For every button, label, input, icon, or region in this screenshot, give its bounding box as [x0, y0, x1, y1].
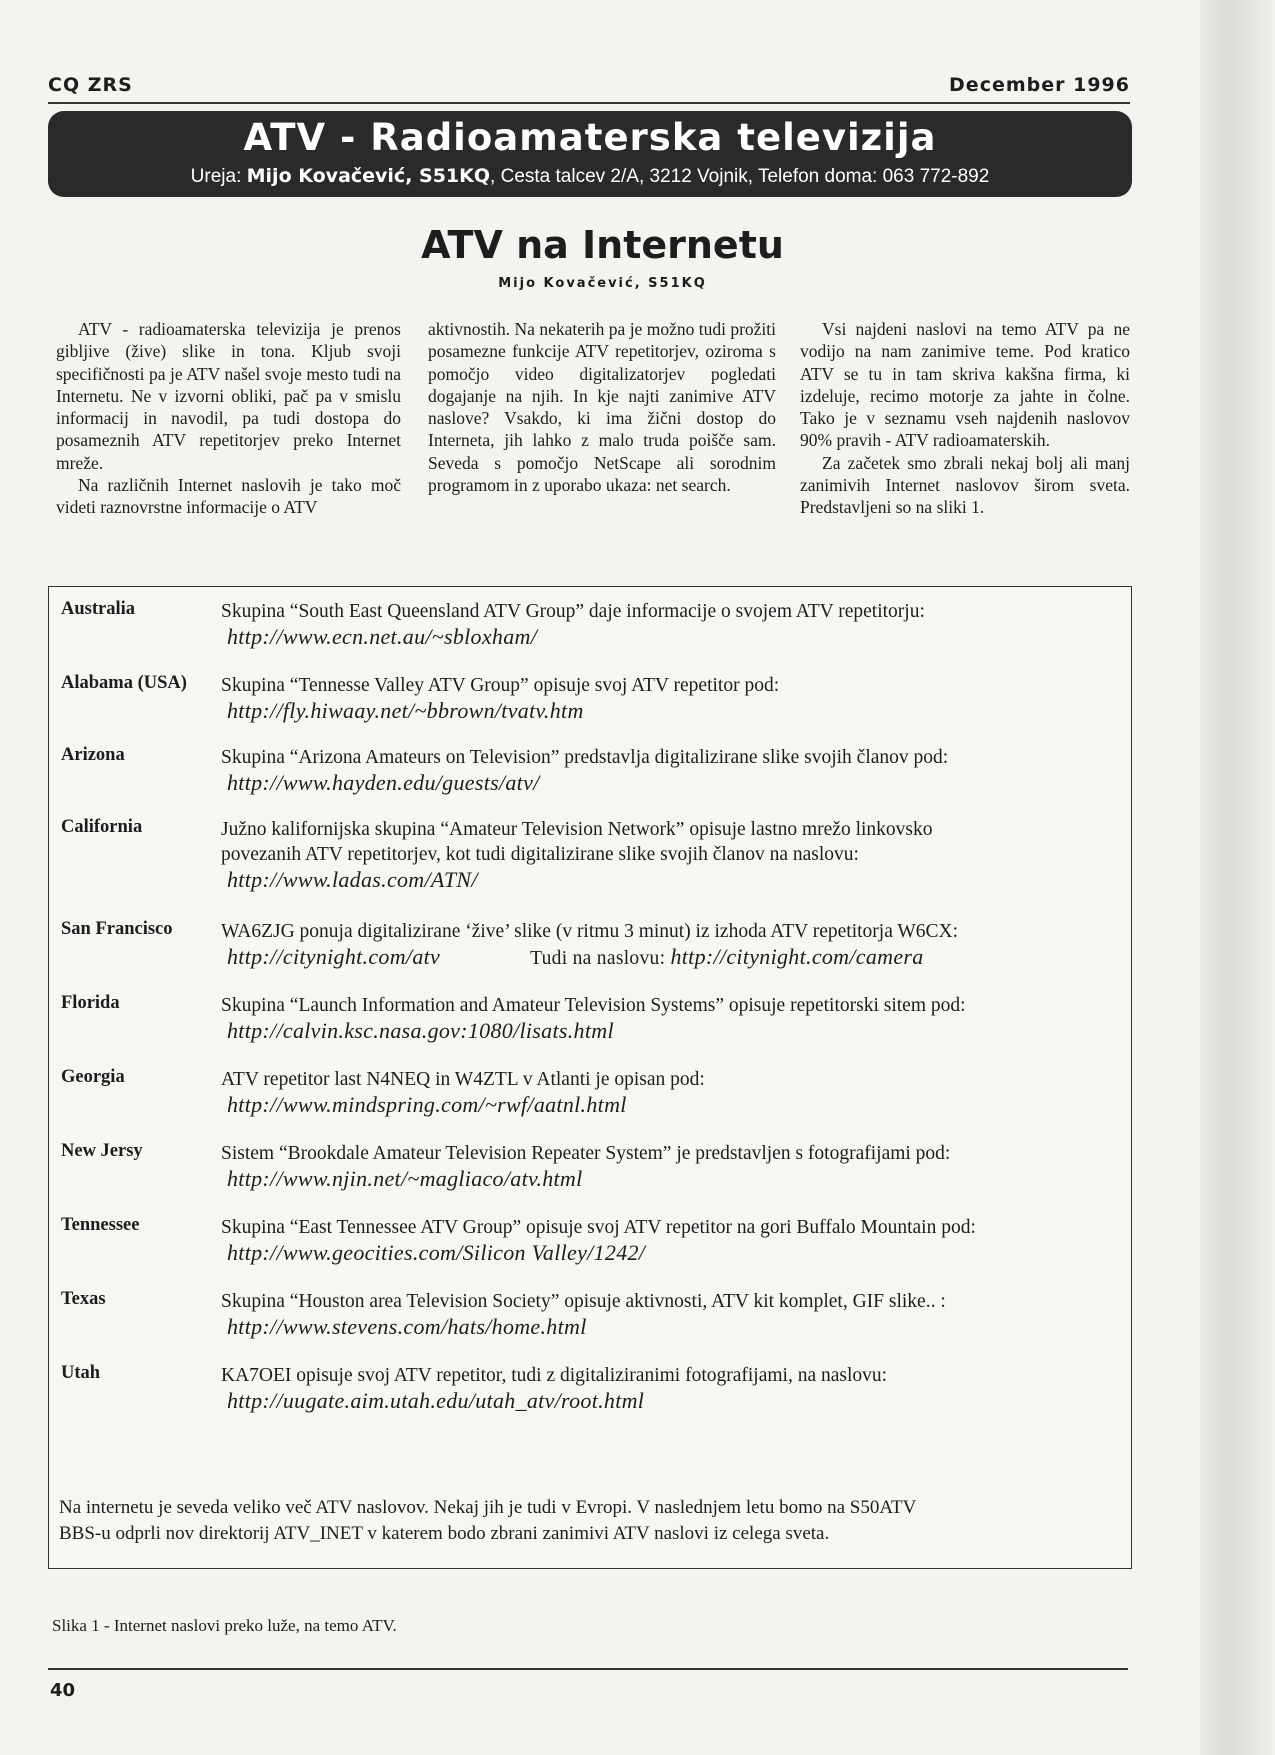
paragraph: Za začetek smo zbrali nekaj bolj ali manj zanimivih Internet naslovov širom sveta. Predstavljeni so na sliki 1. — [800, 452, 1130, 518]
entry-description — [221, 919, 1121, 972]
entry-url-link[interactable] — [221, 1388, 1121, 1414]
url-text[interactable]: http://www.njin.net/~magliaco/atv.html — [227, 1166, 583, 1191]
entry-text-line: Skupina “Houston area Television Society” opisuje aktivnosti, ATV kit komplet, GIF slike.. : — [221, 1291, 946, 1312]
entry-region: Texas — [61, 1289, 106, 1309]
publication-name: CQ ZRS — [48, 74, 133, 96]
entry-url-link[interactable] — [221, 624, 1121, 650]
entry-text-line: ATV repetitor last N4NEQ in W4ZTL v Atlanti je opisan pod: — [221, 1069, 705, 1090]
alternate-url-link[interactable]: http://citynight.com/camera — [670, 944, 924, 969]
article-column-1 — [56, 318, 401, 519]
paragraph: aktivnostih. Na nekaterih pa je možno tudi prožiti posamezne funkcije ATV repetitorjev, oziroma s pomočjo video digitalizatorjev pogledati dogajanje na njih. In kje najti zanimive ATV naslove? Vsakdo, ki ima žični dostop do Interneta, jih lahko z malo truda poišče sam. Seveda s pomočjo NetScape ali sorodnim programom in z uporabo ukaza: net search. — [428, 319, 776, 496]
figure-caption: Slika 1 - Internet naslovi preko luže, na temo ATV. — [52, 1616, 397, 1635]
entry-description — [221, 1215, 1121, 1266]
entry-url-link[interactable] — [221, 770, 1121, 796]
entry-region: New Jersy — [61, 1141, 143, 1161]
entry-description — [221, 673, 1121, 724]
entry-text-line: Skupina “East Tennessee ATV Group” opisuje svoj ATV repetitor na gori Buffalo Mountain pod: — [221, 1217, 976, 1238]
running-header — [48, 70, 1130, 104]
issue-date: December 1996 — [949, 74, 1130, 96]
entry-url-link[interactable] — [221, 1166, 1121, 1192]
entry-description — [221, 1363, 1121, 1414]
entry-region: California — [61, 817, 143, 837]
alternate-url — [530, 944, 923, 972]
paragraph: ATV - radioamaterska televizija je prenos gibljive (žive) slike in tona. Kljub svoji specifičnosti pa je ATV našel svoje mesto tudi na Internetu. Ne v izvorni obliki, pač pa v smislu informacij in navodil, pa tudi dostopa do posameznih ATV repetitorjev preko Internet mreže. — [56, 319, 401, 473]
url-text[interactable]: http://www.ecn.net.au/~sbloxham/ — [227, 624, 538, 649]
entry-region: Arizona — [61, 745, 125, 765]
url-text[interactable]: http://fly.hiwaay.net/~bbrown/tvatv.htm — [227, 698, 584, 723]
url-text[interactable]: http://www.mindspring.com/~rwf/aatnl.html — [227, 1092, 627, 1117]
page-edge-shadow — [1200, 0, 1275, 1755]
entry-text-line: WA6ZJG ponuja digitalizirane ‘žive’ slike (v ritmu 3 minut) iz izhoda ATV repetitorja W6CX: — [221, 921, 959, 942]
article-byline: Mijo Kovačević, S51KQ — [498, 276, 707, 291]
entry-text-line: Skupina “Arizona Amateurs on Television” predstavlja digitalizirane slike svojih članov pod: — [221, 747, 949, 768]
article-column-3 — [800, 318, 1130, 519]
entry-description — [221, 1289, 1121, 1340]
url-text[interactable]: http://citynight.com/atv — [227, 944, 441, 969]
entry-text-line: KA7OEI opisuje svoj ATV repetitor, tudi z digitaliziranimi fotografijami, na naslovu: — [221, 1365, 888, 1386]
url-text[interactable]: http://calvin.ksc.nasa.gov:1080/lisats.html — [227, 1018, 614, 1043]
note-line: BBS-u odprli nov direktorij ATV_INET v katerem bodo zbrani zanimivi ATV naslovi iz celega sveta. — [59, 1523, 830, 1544]
note-line: Na internetu je seveda veliko več ATV naslovov. Nekaj jih je tudi v Evropi. V naslednjem letu bomo na S50ATV — [59, 1497, 917, 1518]
article-column-2 — [428, 318, 776, 496]
entry-text-line: Južno kalifornijska skupina “Amateur Television Network” opisuje lastno mrežo linkovsko — [221, 819, 933, 840]
entry-text-line: povezanih ATV repetitorjev, kot tudi digitalizirane slike svojih članov na naslovu: — [221, 844, 859, 865]
entry-region: Australia — [61, 599, 135, 619]
entry-url-link[interactable] — [221, 1240, 1121, 1266]
entry-url-link[interactable] — [221, 698, 1121, 724]
entry-description — [221, 599, 1121, 650]
figure-link-list — [48, 586, 1132, 1569]
entry-text-line: Skupina “South East Queensland ATV Group” daje informacije o svojem ATV repetitorju: — [221, 601, 925, 622]
paragraph: Na različnih Internet naslovih je tako moč videti raznovrstne informacije o ATV — [56, 475, 401, 518]
entry-url-link[interactable] — [221, 1092, 1121, 1118]
editor-name: Mijo Kovačević, S51KQ — [246, 165, 491, 187]
entry-text-line: Sistem “Brookdale Amateur Television Repeater System” je predstavljen s fotografijami pod: — [221, 1143, 951, 1164]
url-text[interactable]: http://www.stevens.com/hats/home.html — [227, 1314, 587, 1339]
section-title: ATV - Radioamaterska televizija — [243, 116, 937, 159]
entry-region: Georgia — [61, 1067, 125, 1087]
url-text[interactable]: http://www.hayden.edu/guests/atv/ — [227, 770, 540, 795]
article-title: ATV na Internetu — [421, 223, 784, 267]
alternate-url-label: Tudi na naslovu: — [530, 948, 671, 969]
entry-description — [221, 1141, 1121, 1192]
entry-description — [221, 993, 1121, 1044]
entry-region: Utah — [61, 1363, 101, 1383]
entry-region: Alabama (USA) — [61, 673, 187, 693]
url-text[interactable]: http://www.ladas.com/ATN/ — [227, 867, 478, 892]
entry-region: San Francisco — [61, 919, 173, 939]
entry-text-line: Skupina “Launch Information and Amateur Television Systems” opisuje repetitorski sitem pod: — [221, 995, 966, 1016]
entry-url-link[interactable] — [221, 1314, 1121, 1340]
entry-url-link[interactable] — [221, 944, 1121, 972]
footer-rule — [48, 1668, 1128, 1670]
figure-note — [59, 1495, 1123, 1547]
entry-url-link[interactable] — [221, 1018, 1121, 1044]
editor-line — [48, 163, 1132, 190]
entry-description — [221, 817, 1121, 893]
editor-prefix: Ureja: — [190, 166, 247, 187]
url-text[interactable]: http://uugate.aim.utah.edu/utah_atv/root.html — [227, 1388, 645, 1413]
entry-text-line: Skupina “Tennesse Valley ATV Group” opisuje svoj ATV repetitor pod: — [221, 675, 780, 696]
entry-region: Tennessee — [61, 1215, 140, 1235]
editor-contact: , Cesta talcev 2/A, 3212 Vojnik, Telefon doma: 063 772-892 — [490, 166, 990, 187]
url-text[interactable]: http://www.geocities.com/Silicon Valley/1242/ — [227, 1240, 646, 1265]
section-banner — [48, 111, 1132, 197]
page-number: 40 — [50, 1680, 76, 1701]
paragraph: Vsi najdeni naslovi na temo ATV pa ne vodijo na nam zanimive teme. Pod kratico ATV se tu in tam skriva kakšna firma, ki izdeluje, recimo motorje za jahte in čolne. Tako je v seznamu vseh najdenih naslovov 90% pravih - ATV radioamaterskih. — [800, 319, 1130, 451]
entry-description — [221, 1067, 1121, 1118]
entry-region: Florida — [61, 993, 120, 1013]
entry-description — [221, 745, 1121, 796]
entry-url-link[interactable] — [221, 867, 1121, 893]
